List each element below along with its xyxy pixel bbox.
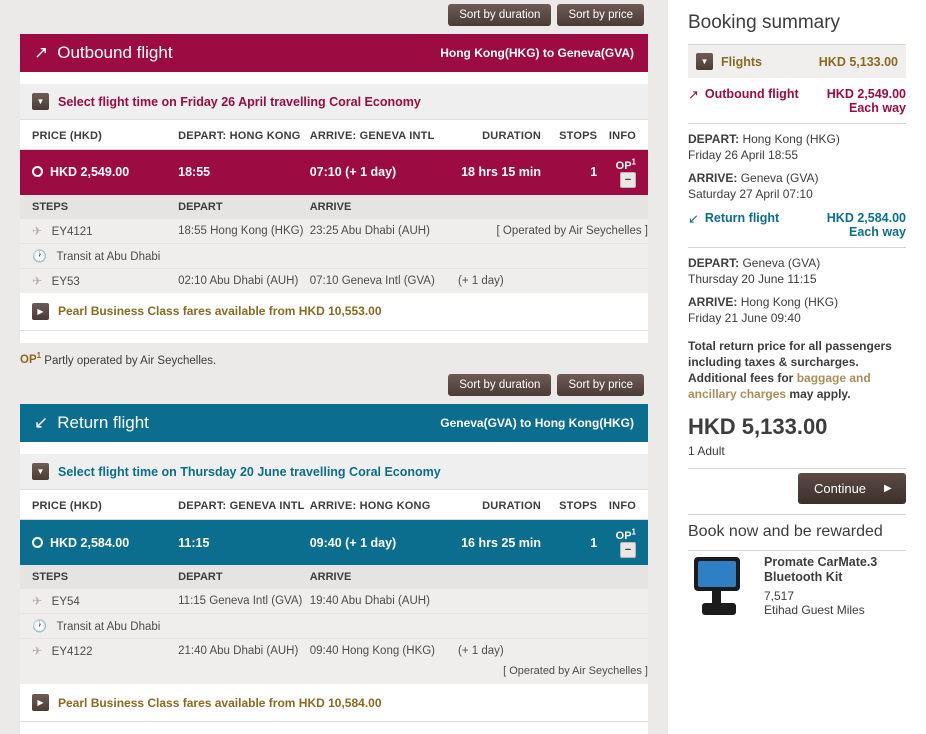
outbound-step-0-arrive: 23:25 Abu Dhabi (AUH) [310, 219, 452, 244]
depart-when: Friday 26 April 18:55 [688, 148, 799, 162]
promo-miles-label: Etihad Guest Miles [764, 603, 865, 617]
sort-buttons-top [448, 4, 644, 26]
outbound-duration: 18 hrs 15 min [452, 150, 541, 195]
outbound-arrive-time: 07:10 (+ 1 day) [310, 150, 452, 195]
outbound-step-2-depart: 02:10 Abu Dhabi (AUH) [178, 268, 310, 293]
col-info: INFO [597, 120, 648, 150]
summary-outbound-each-way: Each way [849, 101, 906, 115]
depart-city: Geneva (GVA) [742, 256, 821, 270]
outbound-stops: 1 [541, 150, 597, 195]
arrive-city: Geneva (GVA) [740, 171, 819, 185]
outbound-step-1-arrive [310, 243, 648, 268]
outbound-op-tag: $OP^1$ [615, 157, 636, 172]
sort-by-price-button-top[interactable]: Sort by price [557, 4, 644, 26]
minus-icon[interactable]: − [620, 172, 636, 188]
outbound-header [20, 34, 648, 72]
minus-icon[interactable]: − [620, 542, 636, 558]
price-note-text-2: may apply. [789, 387, 851, 401]
steps-col-arrive: ARRIVE [310, 565, 648, 589]
summary-outbound-depart [688, 124, 906, 163]
page-title: Booking summary [688, 12, 841, 33]
return-price: HKD 2,584.00 [50, 535, 130, 550]
arrive-label: ARRIVE: [688, 295, 738, 309]
outbound-step-1-code-cell [20, 243, 178, 268]
outbound-depart-time: 18:55 [178, 150, 310, 195]
clock-icon: 🕐 [32, 248, 47, 263]
return-step-0-arrive: 19:40 Abu Dhabi (AUH) [310, 589, 648, 614]
chevron-down-icon[interactable]: ▼ [32, 463, 49, 480]
steps-col-steps: STEPS [20, 565, 178, 589]
summary-return-price [827, 211, 906, 239]
outbound-step-2-arrive: 07:10 Geneva Intl (GVA) [310, 268, 452, 293]
steps-col-depart: DEPART [178, 195, 310, 219]
plane-icon: ✈ [32, 273, 43, 288]
outbound-route: Hong Kong(HKG) to Geneva(GVA) [440, 46, 634, 60]
baggage-charges-link[interactable]: baggage and ancillary charges [688, 371, 871, 401]
summary-outbound-arrive [688, 163, 906, 202]
return-step-2-depart: 21:40 Abu Dhabi (AUH) [178, 639, 310, 664]
outbound-price: HKD 2,549.00 [50, 165, 130, 180]
return-operated-note: [ Operated by Air Seychelles ] [20, 663, 648, 684]
return-column-headers [20, 490, 648, 520]
outbound-select-text: Select flight time on Friday 26 April travelling Coral Economy [58, 94, 421, 109]
outbound-step-2-note: (+ 1 day) [452, 268, 648, 293]
steps-col-depart: DEPART [178, 565, 310, 589]
promo-item[interactable] [688, 551, 906, 617]
return-info-cell[interactable] [597, 520, 648, 565]
summary-outbound-leg [688, 78, 906, 202]
bluetooth-car-kit-image [688, 555, 754, 617]
price-note [688, 326, 906, 402]
col-price: PRICE (HKD) [20, 120, 178, 150]
return-step-2-code: EY4122 [51, 646, 93, 659]
arrow-up-right-icon: ↗ [34, 43, 49, 62]
play-triangle-icon: ▶ [884, 483, 892, 494]
return-step-1-code: Transit at Abu Dhabi [56, 621, 161, 634]
summary-outbound-name: Outbound flight [704, 87, 799, 101]
arrive-when: Friday 21 June 09:40 [688, 311, 801, 325]
col-stops: STOPS [541, 120, 597, 150]
outbound-step-0-depart: 18:55 Hong Kong (HKG) [178, 219, 310, 244]
return-step-1-arrive [310, 614, 648, 639]
plane-icon: ✈ [32, 644, 43, 659]
outbound-step-1-code: Transit at Abu Dhabi [56, 250, 161, 263]
depart-when: Thursday 20 June 11:15 [688, 272, 817, 286]
plane-icon: ✈ [32, 594, 43, 609]
summary-outbound-price [827, 87, 906, 115]
col-arrive: ARRIVE: HONG KONG [310, 490, 452, 520]
plane-icon: ✈ [32, 223, 43, 238]
return-step-0-code: EY54 [51, 596, 80, 609]
arrow-down-left-icon: ↙ [34, 413, 49, 433]
summary-flights-amount: HKD 5,133.00 [818, 54, 898, 69]
outbound-steps-header [20, 195, 648, 219]
sort-bar-middle [0, 370, 668, 404]
summary-outbound-amount: HKD 2,549.00 [826, 87, 906, 101]
col-duration: DURATION [452, 120, 541, 150]
steps-col-arrive: ARRIVE [310, 195, 648, 219]
outbound-pearl-text: Pearl Business Class fares available from HKD 10,553.00 [58, 304, 382, 319]
promo-text [764, 555, 877, 617]
steps-col-steps: STEPS [20, 195, 178, 219]
promo-miles [764, 585, 877, 617]
col-duration: DURATION [452, 490, 541, 520]
outbound-step-0-code-cell [20, 219, 178, 244]
return-selected-flight-row[interactable] [20, 520, 648, 565]
continue-label: Continue [814, 481, 867, 496]
outbound-column-headers [20, 120, 648, 150]
chevron-down-icon[interactable]: ▼ [696, 53, 713, 70]
return-operated-row [20, 663, 648, 684]
return-select-text: Select flight time on Thursday 20 June travelling Coral Economy [58, 464, 441, 479]
outbound-table [20, 120, 648, 293]
summary-return-name: Return flight [704, 211, 780, 225]
table-row [20, 219, 648, 244]
return-select-bar[interactable] [20, 454, 648, 490]
sort-by-duration-button-top[interactable]: Sort by duration [448, 4, 551, 26]
return-step-2-arrive: 09:40 Hong Kong (HKG) [310, 639, 452, 664]
return-step-1-code-cell [20, 614, 178, 639]
promo-name-line1: Promate CarMate.3 [764, 555, 878, 569]
sort-bar-top [0, 0, 668, 34]
sort-by-duration-button-middle[interactable]: Sort by duration [448, 374, 551, 396]
return-pearl-text: Pearl Business Class fares available from HKD 10,584.00 [58, 695, 382, 710]
summary-return-each-way: Each way [849, 225, 906, 239]
passenger-count: 1 Adult [688, 444, 725, 458]
clock-icon: 🕐 [32, 619, 47, 634]
table-row [20, 589, 648, 614]
op-tag: $OP^1$ [20, 351, 42, 367]
return-step-0-code-cell [20, 589, 178, 614]
return-step-2-code-cell [20, 639, 178, 664]
depart-city: Hong Kong (HKG) [742, 132, 840, 146]
col-price: PRICE (HKD) [20, 490, 178, 520]
table-row [20, 268, 648, 293]
arrow-up-right-icon: ↗ [688, 87, 699, 102]
summary-return-depart [688, 248, 906, 287]
col-depart: DEPART: GENEVA INTL [178, 490, 310, 520]
total-price: HKD 5,133.00 [688, 414, 828, 439]
outbound-step-1-depart [178, 243, 310, 268]
outbound-step-0-note: [ Operated by Air Seychelles ] [452, 219, 648, 244]
booking-summary-panel [668, 0, 926, 734]
return-panel [20, 404, 648, 734]
price-note-text-1: Total return price for all passengers including taxes & surcharges. Additional fees for [688, 339, 892, 385]
return-step-0-depart: 11:15 Geneva Intl (GVA) [178, 589, 310, 614]
expand-icon[interactable]: ▶ [32, 694, 49, 711]
col-stops: STOPS [541, 490, 597, 520]
op-note-text: Partly operated by Air Seychelles. [44, 354, 217, 367]
continue-wrap [688, 469, 906, 514]
outbound-price-cell[interactable] [20, 150, 178, 195]
arrow-down-left-icon: ↙ [688, 211, 699, 226]
radio-selected-icon[interactable] [32, 166, 43, 177]
return-price-cell[interactable] [20, 520, 178, 565]
return-steps-header [20, 565, 648, 589]
expand-icon[interactable]: ▶ [32, 303, 49, 320]
depart-label: DEPART: [688, 132, 740, 146]
return-duration: 16 hrs 25 min [452, 520, 541, 565]
outbound-pearl-row[interactable] [20, 293, 648, 331]
outbound-info-cell[interactable] [597, 150, 648, 195]
summary-flights-label: Flights [721, 54, 762, 69]
return-depart-time: 11:15 [178, 520, 310, 565]
outbound-step-2-code-cell [20, 268, 178, 293]
return-step-2-note: (+ 1 day) [452, 639, 648, 664]
outbound-title: Outbound flight [57, 43, 173, 62]
sort-buttons-middle [448, 374, 644, 396]
arrive-city: Hong Kong (HKG) [740, 295, 839, 309]
reward-title: Book now and be rewarded [688, 523, 883, 540]
table-row [20, 614, 648, 639]
summary-outbound-head [688, 87, 906, 115]
chevron-down-icon[interactable]: ▼ [32, 93, 49, 110]
operated-footnote [20, 343, 648, 367]
radio-selected-icon[interactable] [32, 537, 43, 548]
return-pearl-row[interactable] [20, 684, 648, 722]
depart-label: DEPART: [688, 256, 740, 270]
promo-miles-value: 7,517 [764, 589, 795, 603]
outbound-step-2-code: EY53 [51, 275, 80, 288]
summary-return-amount: HKD 2,584.00 [826, 211, 906, 225]
summary-return-arrive [688, 287, 906, 326]
outbound-step-0-code: EY4121 [51, 225, 93, 238]
col-arrive: ARRIVE: GENEVA INTL [310, 120, 452, 150]
table-row [20, 243, 648, 268]
return-op-tag: $OP^1$ [615, 527, 636, 543]
outbound-selected-flight-row[interactable] [20, 150, 648, 195]
arrive-when: Saturday 27 April 07:10 [688, 187, 813, 201]
return-title: Return flight [57, 413, 149, 433]
return-step-1-depart [178, 614, 310, 639]
outbound-select-bar[interactable] [20, 84, 648, 120]
continue-button[interactable] [798, 473, 906, 504]
promo-name [764, 555, 877, 585]
sort-by-price-button-middle[interactable]: Sort by price [557, 374, 644, 396]
return-stops: 1 [541, 520, 597, 565]
return-table [20, 490, 648, 684]
return-route: Geneva(GVA) to Hong Kong(HKG) [440, 416, 634, 431]
col-info: INFO [597, 490, 648, 520]
return-header [20, 404, 648, 442]
summary-flights-row[interactable] [688, 45, 906, 78]
summary-return-head [688, 211, 906, 239]
return-arrive-time: 09:40 (+ 1 day) [310, 520, 452, 565]
promo-name-line2: Bluetooth Kit [764, 570, 843, 584]
summary-return-leg [688, 202, 906, 326]
table-row [20, 639, 648, 664]
outbound-panel [20, 34, 648, 343]
arrive-label: ARRIVE: [688, 171, 738, 185]
col-depart: DEPART: HONG KONG [178, 120, 310, 150]
